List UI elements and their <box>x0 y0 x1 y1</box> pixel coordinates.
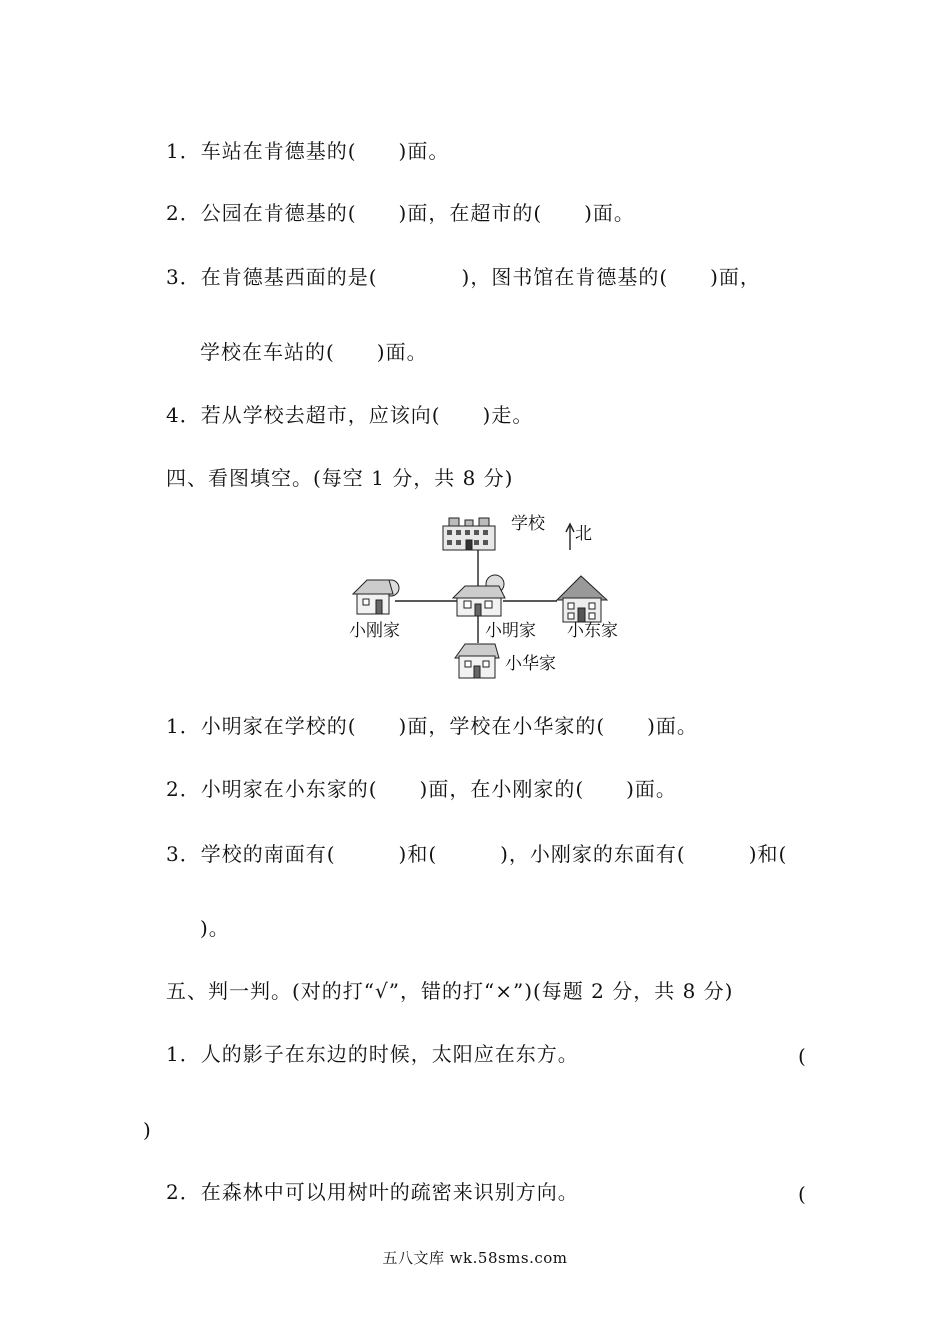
school-icon <box>443 518 495 550</box>
question-3-3: 3．在肯德基西面的是( )，图书馆在肯德基的( )面， <box>166 265 761 289</box>
xiaoming-label: 小明家 <box>485 621 536 641</box>
section-5-title: 五、判一判。(对的打“√”，错的打“×”)(每题 2 分，共 8 分) <box>166 979 734 1003</box>
xiaoming-house-icon <box>453 575 505 616</box>
question-4-1: 1．小明家在学校的( )面，学校在小华家的( )面。 <box>166 714 698 738</box>
xiaogang-house-icon <box>353 580 399 614</box>
section-4-title: 四、看图填空。(每空 1 分，共 8 分) <box>166 466 514 490</box>
xiaodong-label: 小东家 <box>567 621 618 641</box>
direction-map <box>345 508 635 690</box>
school-label: 学校 <box>511 514 545 534</box>
question-5-1: 1．人的影子在东边的时候，太阳应在东方。 <box>166 1042 579 1066</box>
xiaohua-house-icon <box>455 644 499 678</box>
question-3-3-cont: 学校在车站的( )面。 <box>200 340 428 364</box>
question-3-2: 2．公园在肯德基的( )面，在超市的( )面。 <box>166 201 635 225</box>
question-4-2: 2．小明家在小东家的( )面，在小刚家的( )面。 <box>166 777 677 801</box>
north-label: 北 <box>575 524 592 544</box>
question-5-2: 2．在森林中可以用树叶的疏密来识别方向。 <box>166 1180 579 1204</box>
question-3-1: 1．车站在肯德基的( )面。 <box>166 139 450 163</box>
question-5-2-open-paren: ( <box>798 1182 807 1206</box>
xiaohua-label: 小华家 <box>505 654 556 674</box>
question-3-4: 4．若从学校去超市，应该向( )走。 <box>166 403 534 427</box>
question-4-3-cont: )。 <box>200 916 230 940</box>
question-5-1-open-paren: ( <box>798 1044 807 1068</box>
xiaodong-house-icon <box>557 576 607 622</box>
xiaogang-label: 小刚家 <box>349 621 400 641</box>
question-4-3: 3．学校的南面有( )和( )，小刚家的东面有( )和( <box>166 842 788 866</box>
question-5-1-close-paren: ) <box>143 1118 152 1142</box>
footer-watermark: 五八文库 wk.58sms.com <box>382 1249 568 1267</box>
